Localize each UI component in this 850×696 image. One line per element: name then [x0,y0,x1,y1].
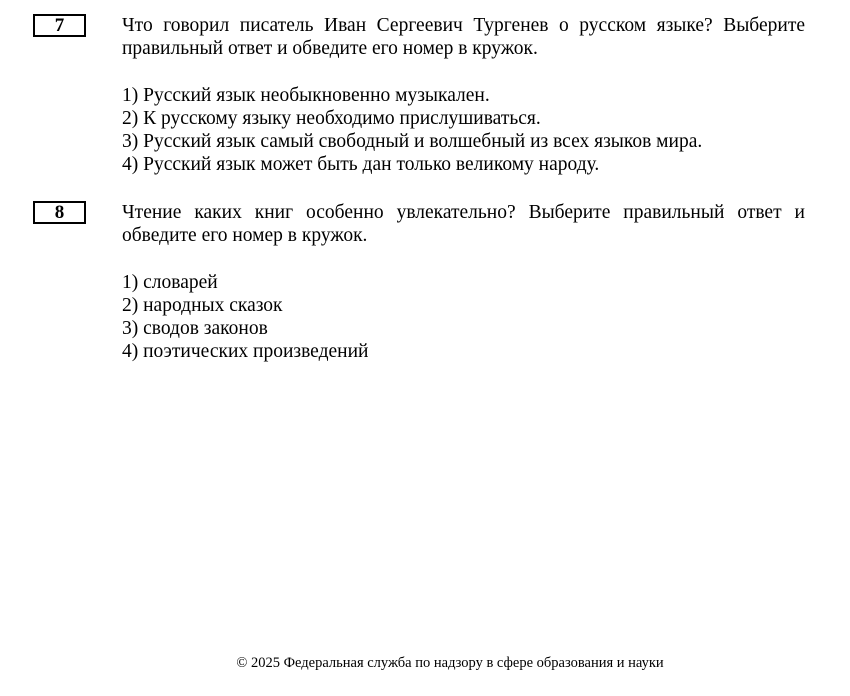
task-number-box [33,201,86,224]
answer-option[interactable]: 2) К русскому языку необходимо прислушиваться. [122,108,541,129]
answer-option[interactable]: 1) словарей [122,272,218,293]
task-number-box [33,14,86,37]
answer-options [122,84,805,176]
answer-option[interactable]: 4) поэтических произведений [122,341,369,362]
answer-option[interactable]: 4) Русский язык может быть дан только великому народу. [122,154,600,175]
answer-options [122,271,805,363]
copyright-footer: © 2025 Федеральная служба по надзору в сфере образования и науки [236,655,664,671]
task-body [122,14,805,176]
task-body [122,201,805,363]
answer-option[interactable]: 1) Русский язык необыкновенно музыкален. [122,85,490,106]
question-text: Что говорил писатель Иван Сергеевич Тургенев о русском языке? Выберите правильный ответ и обведите его номер в кружок. [122,15,805,59]
answer-option[interactable]: 3) сводов законов [122,318,268,339]
answer-option[interactable]: 3) Русский язык самый свободный и волшебный из всех языков мира. [122,131,703,152]
question-text: Чтение каких книг особенно увлекательно? Выберите правильный ответ и обведите его номер в кружок. [122,202,805,246]
task-number: 8 [54,202,65,223]
answer-option[interactable]: 2) народных сказок [122,295,283,316]
task-number: 7 [54,15,65,36]
